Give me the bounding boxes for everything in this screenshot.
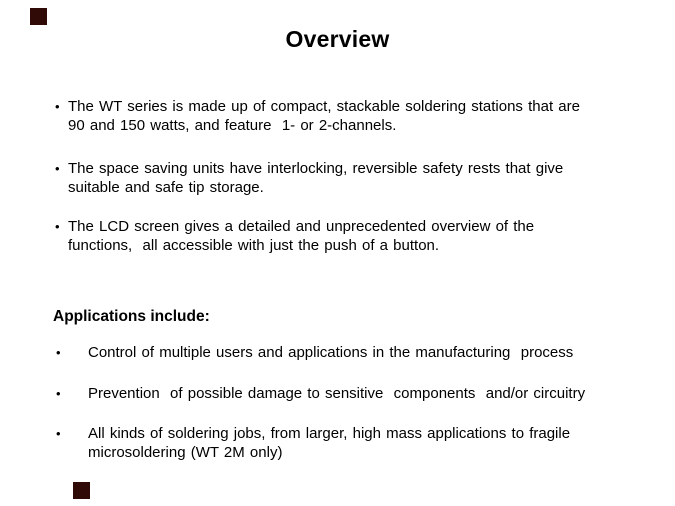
intro-bullet-2-text (68, 159, 630, 197)
intro-bullet-1-text (68, 97, 630, 135)
bullet-marker-icon: • (55, 219, 60, 234)
applications-bullet-3 (56, 424, 636, 462)
text-line: The space saving units have interlocking, reversible safety rests that give (68, 160, 564, 177)
intro-bullet-2 (55, 159, 630, 197)
text-line: The LCD screen gives a detailed and unprecedented overview of the (68, 218, 535, 235)
text-line: functions, all accessible with just the push of a button. (68, 237, 440, 254)
intro-bullet-1 (55, 97, 630, 135)
applications-bullet-2-text (88, 384, 636, 403)
text-line: Control of multiple users and applications in the manufacturing process (88, 344, 574, 361)
applications-bullet-1 (56, 343, 636, 362)
text-line: All kinds of soldering jobs, from larger, high mass applications to fragile (88, 425, 571, 442)
intro-bullet-3-text (68, 217, 630, 255)
text-line: 90 and 150 watts, and feature 1- or 2-channels. (68, 117, 397, 134)
text-line: suitable and safe tip storage. (68, 179, 264, 196)
applications-bullet-1-text (88, 343, 636, 362)
intro-bullet-3 (55, 217, 630, 255)
corner-accent-bottom-left-square (73, 482, 90, 499)
bullet-marker-icon: • (55, 161, 60, 176)
corner-accent-top-left-square (30, 8, 47, 25)
bullet-marker-icon: • (56, 345, 61, 360)
applications-heading: Applications include: (53, 308, 210, 325)
slide-title: Overview (285, 26, 390, 53)
text-line: microsoldering (WT 2M only) (88, 444, 283, 461)
bullet-marker-icon: • (56, 386, 61, 401)
applications-bullet-3-text (88, 424, 636, 462)
bullet-marker-icon: • (55, 99, 60, 114)
applications-bullet-2 (56, 384, 636, 403)
text-line: The WT series is made up of compact, stackable soldering stations that are (68, 98, 580, 115)
bullet-marker-icon: • (56, 426, 61, 441)
text-line: Prevention of possible damage to sensitive components and/or circuitry (88, 385, 586, 402)
